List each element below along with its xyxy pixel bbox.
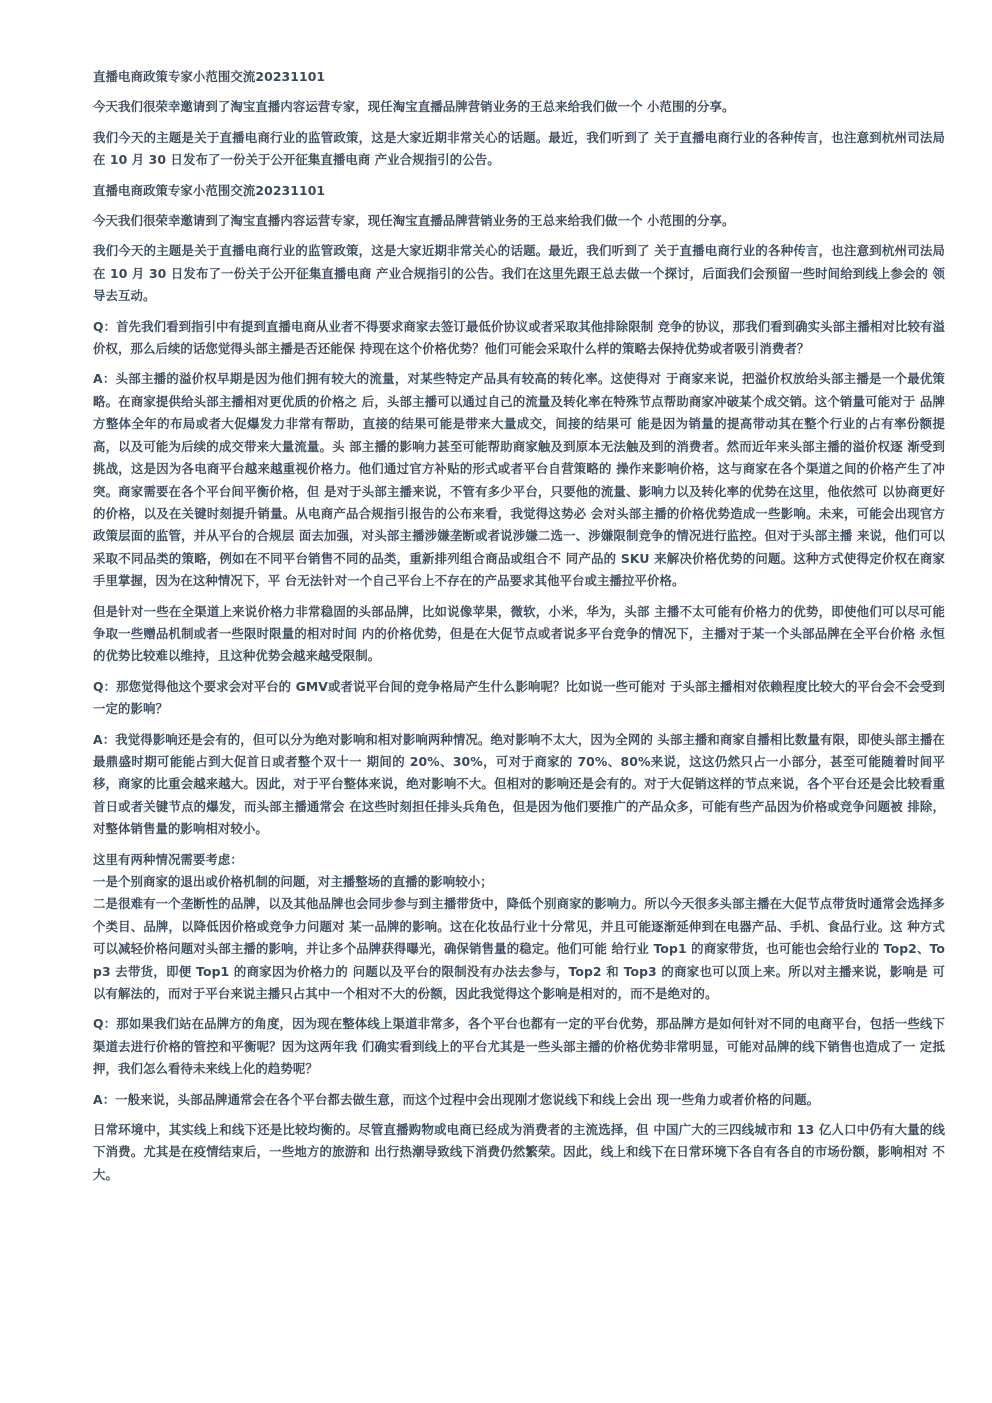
paragraph: 日常环境中，其实线上和线下还是比较均衡的。尽管直播购物或电商已经成为消费者的主流选择，但 中国广大的三四线城市和 13 亿人口中仍有大量的线下消费。尤其是在疫情结束后，一些地方的旅游和 出行热潮导致线下消费仍然繁荣。因此，线上和线下在日常环境下各自有各自的市场份额，影响相对 不大。 [93, 1122, 945, 1182]
document-title: 直播电商政策专家小范围交流20231101 [93, 69, 326, 84]
paragraph: 这里有两种情况需要考虑： [93, 851, 243, 867]
paragraph: 我们今天的主题是关于直播电商行业的监管政策，这是大家近期非常关心的话题。最近，我们听到了 关于直播电商行业的各种传言，也注意到杭州司法局在 10 月 30 日发布了一份关于公开征集直播电商 产业合规指引的公告。 [93, 129, 945, 168]
paragraph: 但是针对一些在全渠道上来说价格力非常稳固的头部品牌，比如说像苹果，微软，小米，华为，头部 主播不太可能有价格力的优势，即使他们可以尽可能争取一些赠品机制或者一些限时限量的相对时间 内的价格优势，但是在大促节点或者说多平台竞争的情况下，主播对于某一个头部品牌在全平台价格 永恒的优势比较难以维持，且这种优势会越来越受限制。 [93, 603, 945, 664]
paragraph: A：一般来说，头部品牌通常会在各个平台都去做生意，而这个过程中会出现刚才您说线下和线上会出 现一些角力或者价格的问题。 [93, 1091, 820, 1107]
paragraph: Q：那如果我们站在品牌方的角度，因为现在整体线上渠道非常多，各个平台也都有一定的平台优势，那品牌方是如何针对不同的电商平台，包括一些线下渠道去进行价格的管控和平衡呢？因为这两年我 们确实看到线上的平台尤其是一些头部主播的价格优势非常明显，可能对品牌的线下销售也造成了一 定抵押，我们怎么看待未来线上化的趋势呢？ [93, 1016, 945, 1077]
paragraph: A：头部主播的溢价权早期是因为他们拥有较大的流量，对某些特定产品具有较高的转化率。这使得对 于商家来说，把溢价权放给头部主播是一个最优策略。在商家提供给头部主播相对更优质的价格之 后，头部主播可以通过自己的流量及转化率在特殊节点帮助商家冲破某个成交销。这个销量可能对于 品牌方整体全年的布局或者大促爆发力非常有帮助，直接的结果可能是带来大量成交，间接的结果可 能是因为销量的提高带动其在整个行业的占有率份额提高，以及可能为后续的成交带来大量流量。头 部主播的影响力甚至可能帮助商家触及到原本无法触及到的消费者。然而近年来头部主播的溢价权逐 渐受到挑战，这是因为各电商平台越来越重视价格力。他们通过官方补贴的形式或者平台自营策略的 操作来影响价格，这与商家在各个渠道之间的价格产生了冲突。商家需要在各个平台间平衡价格，但 是对于头部主播来说，不管有多少平台，只要他的流量、影响力以及转化率的优势在这里，他依然可 以协商更好的价格，以及在关键时刻提升销量。从电商产品合规指引报告的公布来看，我觉得这势必 会对头部主播的价格优势造成一些影响。未来，可能会出现官方政策层面的监管，并从平台的合规层 面去加强，对头部主播涉嫌垄断或者说涉嫌二选一、涉嫌限制竞争的情况进行监控。但对于头部主播 来说，他们可以采取不同品类的策略，例如在不同平台销售不同的品类，重新排列组合商品或组合不 同产品的 SKU 来解决价格优势的问题。这种方式使得定价权在商家手里掌握，因为在这种情况下，平 台无法针对一个自己平台上不存在的产品要求其他平台或主播拉平价格。 [93, 371, 945, 589]
paragraph: 一是个别商家的退出或价格机制的问题，对主播整场的直播的影响较小； [93, 874, 493, 889]
paragraph: Q：那您觉得他这个要求会对平台的 GMV或者说平台间的竞争格局产生什么影响呢？比如说一些可能对 于头部主播相对依赖程度比较大的平台会不会受到一定的影响？ [93, 678, 945, 717]
paragraph: A：我觉得影响还是会有的，但可以分为绝对影响和相对影响两种情况。绝对影响不太大，因为全网的 头部主播和商家自播相比数量有限，即使头部主播在最鼎盛时期可能能占到大促首日或者整个双十一 期间的 20%、30%，可对于商家的 70%、80%来说，这这仍然只占一小部分，甚至可能随着时间平 移，商家的比重会越来越大。因此，对于平台整体来说，绝对影响不大。但相对的影响还是会有的。对于大促销这样的节点来说，各个平台还是会比较看重首日或者关键节点的爆发，而头部主播通常会 在这些时刻担任排头兵角色，但是因为他们要推广的产品众多，可能有些产品因为价格或竞争问题被 排除，对整体销售量的影响相对较小。 [93, 731, 945, 837]
paragraph: 今天我们很荣幸邀请到了淘宝直播内容运营专家，现任淘宝直播品牌营销业务的王总来给我们做一个 小范围的分享。 [93, 99, 735, 115]
paragraph: 二是很难有一个垄断性的品牌，以及其他品牌也会同步参与到主播带货中，降低个别商家的影响力。所以今天很多头部主播在大促节点带货时通常会选择多个类目、品牌，以降低因价格或竞争力问题对 某一品牌的影响。这在化妆品行业十分常见，并且可能逐渐延伸到在电器产品、手机、食品行业。这 种方式可以减轻价格问题对头部主播的影响，并让多个品牌获得曝光，确保销售量的稳定。他们可能 给行业 Top1 的商家带货，也可能也会给行业的 Top2、Top3 去带货，即便 Top1 的商家因为价格力的 问题以及平台的限制没有办法去参与，Top2 和 Top3 的商家也可以顶上来。所以对主播来说，影响是 可以有解法的，而对于平台来说主播只占其中一个相对不大的份额，因此我觉得这个影响是相对的，而不是绝对的。 [93, 896, 945, 1002]
document-title: 直播电商政策专家小范围交流20231101 [93, 182, 326, 198]
paragraph: 今天我们很荣幸邀请到了淘宝直播内容运营专家，现任淘宝直播品牌营销业务的王总来给我们做一个 小范围的分享。 [93, 213, 735, 229]
paragraph: Q：首先我们看到指引中有提到直播电商从业者不得要求商家去签订最低价协议或者采取其他排除限制 竞争的协议，那我们看到确实头部主播相对比较有溢价权，那么后续的话您觉得头部主播是否还能保 持现在这个价格优势？他们可能会采取什么样的策略去保持优势或者吸引消费者？ [93, 318, 945, 357]
paragraph: 我们今天的主题是关于直播电商行业的监管政策，这是大家近期非常关心的话题。最近，我们听到了 关于直播电商行业的各种传言，也注意到杭州司法局在 10 月 30 日发布了一份关于公开征集直播电商 产业合规指引的公告。我们在这里先跟王总去做一个探讨，后面我们会预留一些时间给到线上参会的 领导去互动。 [93, 243, 945, 304]
document-page [93, 66, 945, 1194]
